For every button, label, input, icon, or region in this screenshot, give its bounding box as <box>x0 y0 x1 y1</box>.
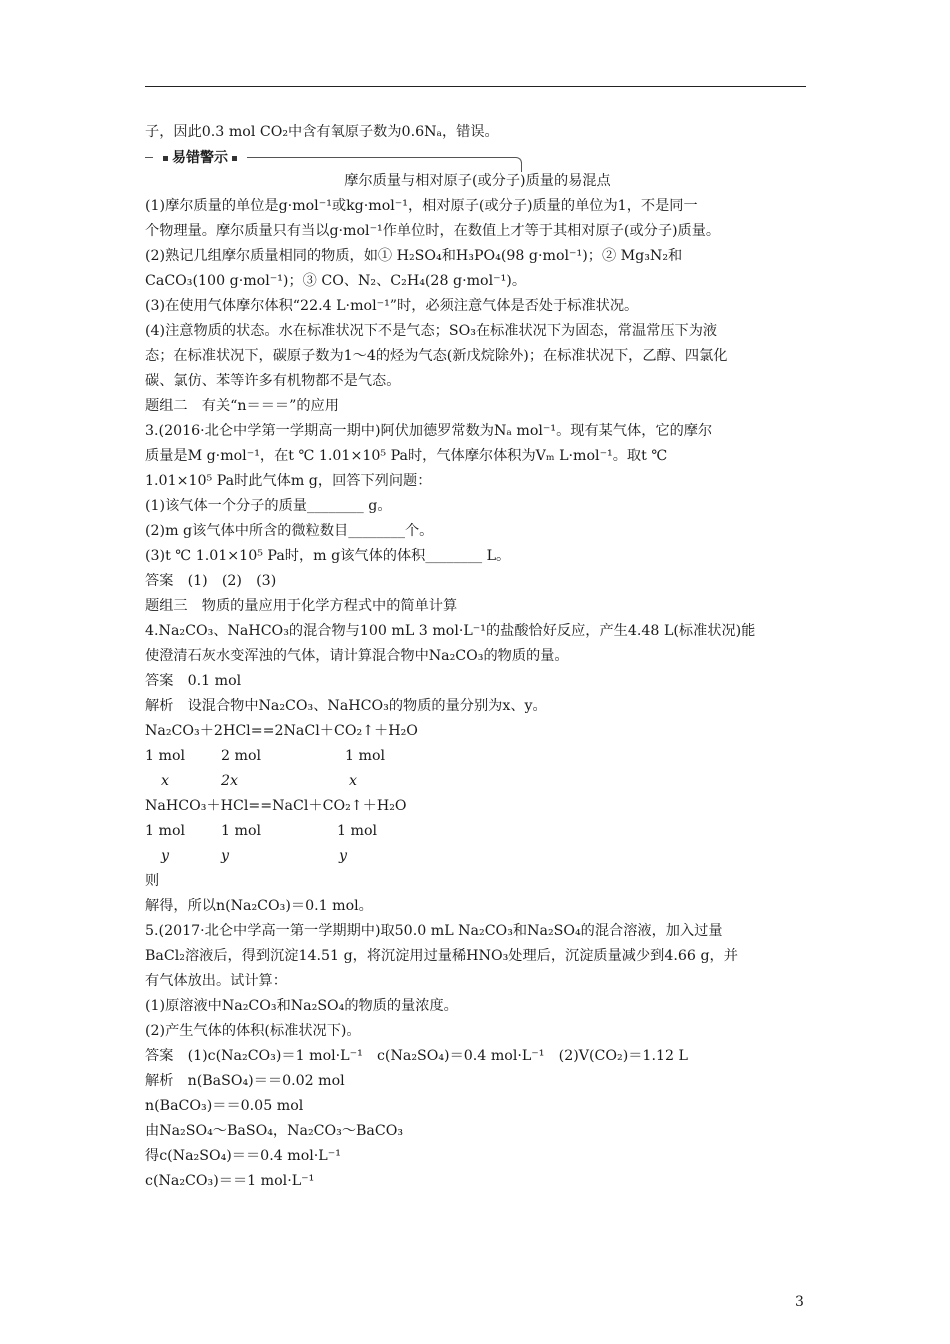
var-cell: 2x <box>221 773 239 789</box>
text-line: (1)该气体一个分子的质量________ g。 <box>145 498 392 514</box>
ratio-cell: 2 mol <box>221 748 262 764</box>
ratio-cell: 1 mol <box>221 823 262 839</box>
text-line: 子，因此0.3 mol CO₂中含有氧原子数为0.6Nₐ，错误。 <box>145 124 499 140</box>
ratio-cell: 1 mol <box>145 823 186 839</box>
text-line: n(BaCO₃)＝＝0.05 mol <box>145 1098 304 1114</box>
header-rule <box>145 86 806 87</box>
text-line: 则 <box>145 873 160 889</box>
text-line: (2)熟记几组摩尔质量相同的物质，如① H₂SO₄和H₃PO₄(98 g·mol⁻¹)；② Mg₃N₂和 <box>145 248 683 264</box>
ratio-cell: 1 mol <box>345 748 386 764</box>
text-line: (3)在使用气体摩尔体积“22.4 L·mol⁻¹”时，必须注意气体是否处于标准状况。 <box>145 298 639 314</box>
bullet-square-icon <box>163 156 168 161</box>
text-line: (1)原溶液中Na₂CO₃和Na₂SO₄的物质的量浓度。 <box>145 998 458 1014</box>
var-cell: y <box>221 848 230 864</box>
document-body <box>145 120 810 1194</box>
var-cell: x <box>349 773 358 789</box>
text-line: CaCO₃(100 g·mol⁻¹)；③ CO、N₂、C₂H₄(28 g·mol⁻¹)。 <box>145 273 527 289</box>
text-line: 使澄清石灰水变浑浊的气体，请计算混合物中Na₂CO₃的物质的量。 <box>145 648 569 664</box>
var-cell: y <box>339 848 348 864</box>
section-heading: 题组二 有关“n＝＝＝”的应用 <box>145 398 339 414</box>
section-heading: 题组三 物质的量应用于化学方程式中的简单计算 <box>145 598 458 614</box>
text-line: (3)t ℃ 1.01×10⁵ Pa时，m g该气体的体积________ L。 <box>145 548 511 564</box>
var-cell: y <box>161 848 170 864</box>
equation-var-line <box>145 844 810 869</box>
error-warning-box <box>145 147 810 181</box>
text-line: 有气体放出。试计算： <box>145 973 287 989</box>
text-line: 5.(2017·北仑中学高一第一学期期中)取50.0 mL Na₂CO₃和Na₂SO₄的混合溶液，加入过量 <box>145 923 723 939</box>
equation-var-line <box>145 769 810 794</box>
text-line: 由Na₂SO₄～BaSO₄，Na₂CO₃～BaCO₃ <box>145 1123 404 1139</box>
text-line: 态；在标准状况下，碳原子数为1～4的烃为气态(新戊烷除外)；在标准状况下，乙醇、四氯化 <box>145 348 728 364</box>
analysis-line: 解析 设混合物中Na₂CO₃、NaHCO₃的物质的量分别为x、y。 <box>145 698 547 714</box>
text-line: BaCl₂溶液后，得到沉淀14.51 g，将沉淀用过量稀HNO₃处理后，沉淀质量减少到4.66 g，并 <box>145 948 738 964</box>
text-line: 个物理量。摩尔质量只有当以g·mol⁻¹作单位时，在数值上才等于其相对原子(或分子)质量。 <box>145 223 721 239</box>
var-cell: x <box>161 773 170 789</box>
bullet-square-icon <box>232 156 237 161</box>
text-line: (2)产生气体的体积(标准状况下)。 <box>145 1023 361 1039</box>
text-line: 碳、氯仿、苯等许多有机物都不是气态。 <box>145 373 401 389</box>
warning-label: 易错警示 <box>153 147 247 169</box>
text-line: 解得，所以n(Na₂CO₃)＝0.1 mol。 <box>145 898 373 914</box>
ratio-cell: 1 mol <box>337 823 378 839</box>
text-line: (4)注意物质的状态。水在标准状况下不是气态；SO₃在标准状况下为固态，常温常压下为液 <box>145 323 718 339</box>
equation-ratio-line <box>145 819 810 844</box>
equation-ratio-line <box>145 744 810 769</box>
text-line: (2)m g该气体中所含的微粒数目________个。 <box>145 523 434 539</box>
text-line: 4.Na₂CO₃、NaHCO₃的混合物与100 mL 3 mol·L⁻¹的盐酸恰好反应，产生4.48 L(标准状况)能 <box>145 623 756 639</box>
equation-line: Na₂CO₃＋2HCl==2NaCl＋CO₂↑＋H₂O <box>145 723 418 739</box>
warning-title: 摩尔质量与相对原子(或分子)质量的易混点 <box>344 173 611 189</box>
analysis-line: 解析 n(BaSO₄)＝＝0.02 mol <box>145 1073 345 1089</box>
text-line: c(Na₂CO₃)＝＝1 mol·L⁻¹ <box>145 1173 315 1189</box>
ratio-cell: 1 mol <box>145 748 186 764</box>
answer-line: 答案 (1) (2) (3) <box>145 573 277 589</box>
text-line: (1)摩尔质量的单位是g·mol⁻¹或kg·mol⁻¹，相对原子(或分子)质量的单位为1，不是同一 <box>145 198 698 214</box>
answer-line: 答案 0.1 mol <box>145 673 242 689</box>
text-line: 3.(2016·北仑中学第一学期高一期中)阿伏加德罗常数为Nₐ mol⁻¹。现有某气体，它的摩尔 <box>145 423 713 439</box>
text-line: 1.01×10⁵ Pa时此气体m g，回答下列问题： <box>145 473 432 489</box>
equation-line: NaHCO₃＋HCl==NaCl＋CO₂↑＋H₂O <box>145 798 407 814</box>
answer-line: 答案 (1)c(Na₂CO₃)＝1 mol·L⁻¹ c(Na₂SO₄)＝0.4 mol·L⁻¹ (2)V(CO₂)＝1.12 L <box>145 1048 688 1064</box>
text-line: 得c(Na₂SO₄)＝＝0.4 mol·L⁻¹ <box>145 1148 341 1164</box>
page-number: 3 <box>795 1294 804 1310</box>
text-line: 质量是M g·mol⁻¹，在t ℃ 1.01×10⁵ Pa时，气体摩尔体积为Vₘ L·mol⁻¹。取t ℃ <box>145 448 668 464</box>
